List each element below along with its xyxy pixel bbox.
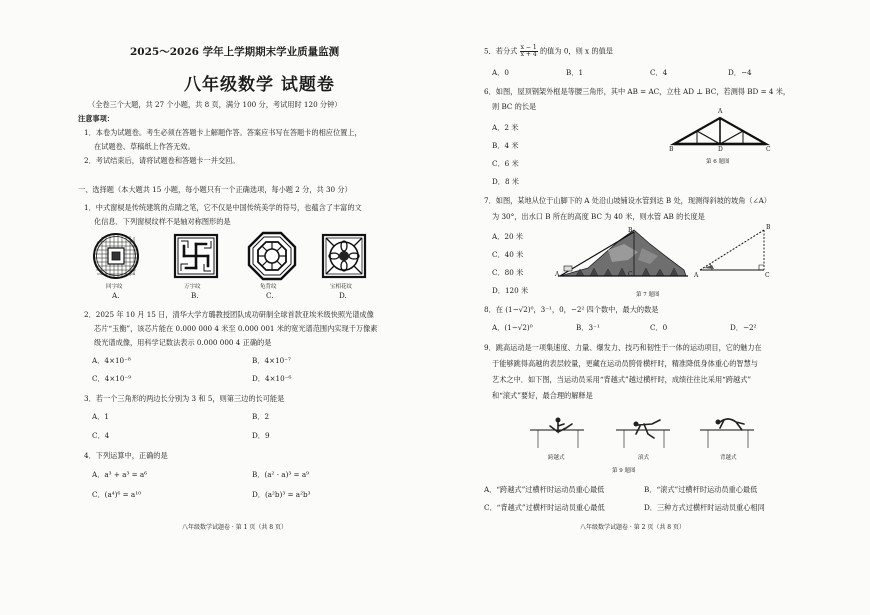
q4-stem: 4．下列运算中，正确的是 xyxy=(84,451,168,460)
window-pattern-guibei xyxy=(248,232,296,280)
q6-label-c: C xyxy=(766,146,771,153)
page-1 xyxy=(78,0,438,615)
note-1-line-1: 1．本卷为试题卷。考生必须在答题卡上解题作答。答案应书写在答题卡的相应位置上， xyxy=(84,128,362,137)
q4-option-d: D．(a²b)³ = a²b³ xyxy=(252,490,311,499)
q5-option-d: D．−4 xyxy=(728,68,752,77)
note-2: 2．考试结束后，请将试题卷和答题卡一并交回。 xyxy=(84,156,240,165)
q1-line-1: 1．中式窗棂是传统建筑的点睛之笔，它不仅是中国传统美学的符号，也蕴含了丰富的文 xyxy=(84,203,362,212)
q7-illustration-label-c: C xyxy=(628,271,633,278)
q5-fraction-numerator: x − 1 xyxy=(520,44,537,51)
q2-line-2: 芯片“玉衡”，该芯片能在 0.000 000 4 米至 0.000 001 米的宽光谱范围内实现千万像素 xyxy=(94,324,378,333)
q4-option-c: C．(a⁴)⁶ = a¹⁰ xyxy=(92,490,141,499)
q6-label-d: D xyxy=(718,146,723,153)
q8-option-c: C．0 xyxy=(650,323,668,332)
q6-roof-truss-figure xyxy=(668,112,772,150)
q8-option-d: D．−2² xyxy=(730,323,757,332)
q8-stem: 8．在 (1−√2)⁰，3⁻¹，0，−2² 四个数中，最大的数是 xyxy=(484,305,659,314)
q9-caption-scissors: 跨越式 xyxy=(548,455,565,461)
q9-line-1: 9．跳高运动是一项集速度、力量、爆发力、技巧和韧性于一体的运动项目，它的魅力在 xyxy=(484,343,762,352)
q2-option-a: A．4×10⁻⁸ xyxy=(92,356,131,365)
q3-option-a: A．1 xyxy=(92,412,109,421)
scissors-jump-figure xyxy=(530,418,584,449)
q8-option-a: A．(1−√2)⁰ xyxy=(492,323,533,332)
q1-caption-b: 万字纹 xyxy=(184,284,201,290)
q6-option-c: C．6 米 xyxy=(492,159,519,168)
q9-option-c: C．“背越式”过横杆时运动员重心最低 xyxy=(484,503,605,512)
q3-option-b: B．2 xyxy=(252,412,270,421)
q7-diagram-label-b: B xyxy=(766,224,771,231)
window-pattern-baoxiang xyxy=(322,234,366,278)
q3-option-c: C．4 xyxy=(92,431,110,440)
q7-option-b: C．40 米 xyxy=(492,250,524,259)
q5-fraction-denominator: x + 4 xyxy=(520,51,537,58)
q3-stem: 3．若一个三角形的两边长分别为 3 和 5，则第三边的长可能是 xyxy=(84,394,285,403)
q9-option-a: A．“跨越式”过横杆时运动员重心最低 xyxy=(484,485,605,494)
q2-line-1: 2．2025 年 10 月 15 日，清华大学方璐教授团队成功研制全球首款亚埃米级快照光谱成像 xyxy=(84,310,374,319)
q7-illustration-label-a: A xyxy=(555,271,560,278)
q1-line-2: 化信息．下列窗棂纹样不是轴对称图形的是 xyxy=(94,217,231,226)
q9-option-d: D．三种方式过横杆时运动员重心相同 xyxy=(644,503,765,512)
q7-option-a: A．20 米 xyxy=(492,232,523,241)
q2-option-b: B．4×10⁻⁷ xyxy=(252,356,291,365)
q7-illustration-label-b: B xyxy=(628,227,633,234)
page-2-footer: 八年级数学试题卷 · 第 2 页（共 8 页） xyxy=(580,524,685,531)
q8-option-b: B．3⁻¹ xyxy=(576,323,600,332)
q1-caption-c: 龟背纹 xyxy=(260,284,277,290)
q1-caption-d: 宝相花纹 xyxy=(330,284,353,290)
q2-line-3: 级光谱成像，用科学记数法表示 0.000 000 4 正确的是 xyxy=(94,338,272,347)
q7-right-triangle-diagram xyxy=(698,228,770,274)
exam-info: （全卷三个大题，共 27 个小题，共 8 页，满分 100 分，考试用时 120 分钟） xyxy=(88,100,342,109)
q6-option-a: A．2 米 xyxy=(492,123,519,132)
q6-line-1: 6．如图，屋顶钢架外框是等腰三角形，其中 AB = AC，立柱 AD ⊥ BC，若测得 BD = 4 米， xyxy=(484,87,791,96)
q9-caption-roll: 滚式 xyxy=(638,455,650,461)
q9-high-jump-figures xyxy=(528,414,768,450)
q5-pre: 5．若分式 xyxy=(484,46,518,56)
q1-option-b: B. xyxy=(191,291,199,300)
q6-line-2: 则 BC 的长是 xyxy=(492,102,537,111)
q1-option-a: A. xyxy=(112,291,120,300)
q7-option-d: D．120 米 xyxy=(492,286,529,295)
exam-header: 2025～2026 学年上学期期末学业质量监测 xyxy=(130,46,340,58)
q7-diagram-label-c: C xyxy=(765,272,770,279)
q6-option-d: D．8 米 xyxy=(492,177,519,186)
note-1-line-2: 在试题卷、草稿纸上作答无效。 xyxy=(94,142,195,151)
q9-figure-caption: 第 9 题图 xyxy=(612,468,636,474)
q7-line-1: 7．如图，某地从位于山脚下的 A 处沿山坡铺设水管到达 B 处，现测得斜坡的坡角（∠A） xyxy=(484,196,771,205)
exam-title: 八年级数学 试题卷 xyxy=(184,75,335,95)
window-pattern-hui xyxy=(92,232,140,280)
section-1-heading: 一、选择题（本大题共 15 小题，每小题只有一个正确选项，每小题 2 分，共 30 分） xyxy=(78,185,352,194)
q5-option-c: C．4 xyxy=(650,68,668,77)
notes-heading: 注意事项： xyxy=(78,114,114,123)
q7-figure-caption: 第 7 题图 xyxy=(636,292,660,298)
q3-option-d: D．9 xyxy=(252,431,270,440)
page-1-footer: 八年级数学试题卷 · 第 1 页（共 8 页） xyxy=(182,524,287,531)
q5-stem xyxy=(484,45,613,58)
q5-post: 的值为 0，则 x 的值是 xyxy=(539,46,613,56)
q1-option-d: D. xyxy=(339,291,347,300)
q9-line-2: 于能够跳得高越的表层较量，更藏在运动员胯骨横杆时，精准降低身体重心的智慧与 xyxy=(492,359,758,368)
roll-jump-figure xyxy=(616,420,670,448)
q6-label-a: A xyxy=(718,108,723,115)
q7-diagram-label-a: A xyxy=(694,272,699,279)
fosbury-flop-figure xyxy=(700,419,754,448)
q5-option-a: A．0 xyxy=(492,68,509,77)
q5-fraction xyxy=(520,45,538,58)
q7-line-2: 为 30°，出水口 B 所在的高度 BC 为 40 米，则水管 AB 的长度是 xyxy=(492,212,705,221)
q9-caption-fosbury: 背越式 xyxy=(720,455,737,461)
q1-option-c: C. xyxy=(266,291,274,300)
page-2 xyxy=(478,0,798,615)
q4-option-b: B．(a² · a)³ = a⁹ xyxy=(252,470,310,479)
q1-caption-a: 回字纹 xyxy=(106,284,123,290)
q9-option-b: B．“滚式”过横杆时运动员重心最低 xyxy=(644,485,758,494)
q7-option-c: C．80 米 xyxy=(492,268,524,277)
q6-option-b: B．4 米 xyxy=(492,141,519,150)
q6-figure-caption: 第 6 题图 xyxy=(706,159,730,165)
q7-mountain-pipe-illustration xyxy=(558,226,688,282)
q6-label-b: B xyxy=(669,146,674,153)
q5-option-b: B．1 xyxy=(566,68,584,77)
q9-line-4: 和“滚式”要好，最合理的解释是 xyxy=(492,391,593,400)
q4-option-a: A．a³ + a³ = a⁶ xyxy=(92,470,148,479)
q9-line-3: 艺术之中．如下图，当运动员采用“背越式”越过横杆时，成绩往往比采用“跨越式” xyxy=(492,375,752,384)
q2-option-c: C．4×10⁻⁹ xyxy=(92,374,132,383)
window-pattern-wan xyxy=(174,234,218,278)
q2-option-d: D．4×10⁻⁶ xyxy=(252,374,292,383)
